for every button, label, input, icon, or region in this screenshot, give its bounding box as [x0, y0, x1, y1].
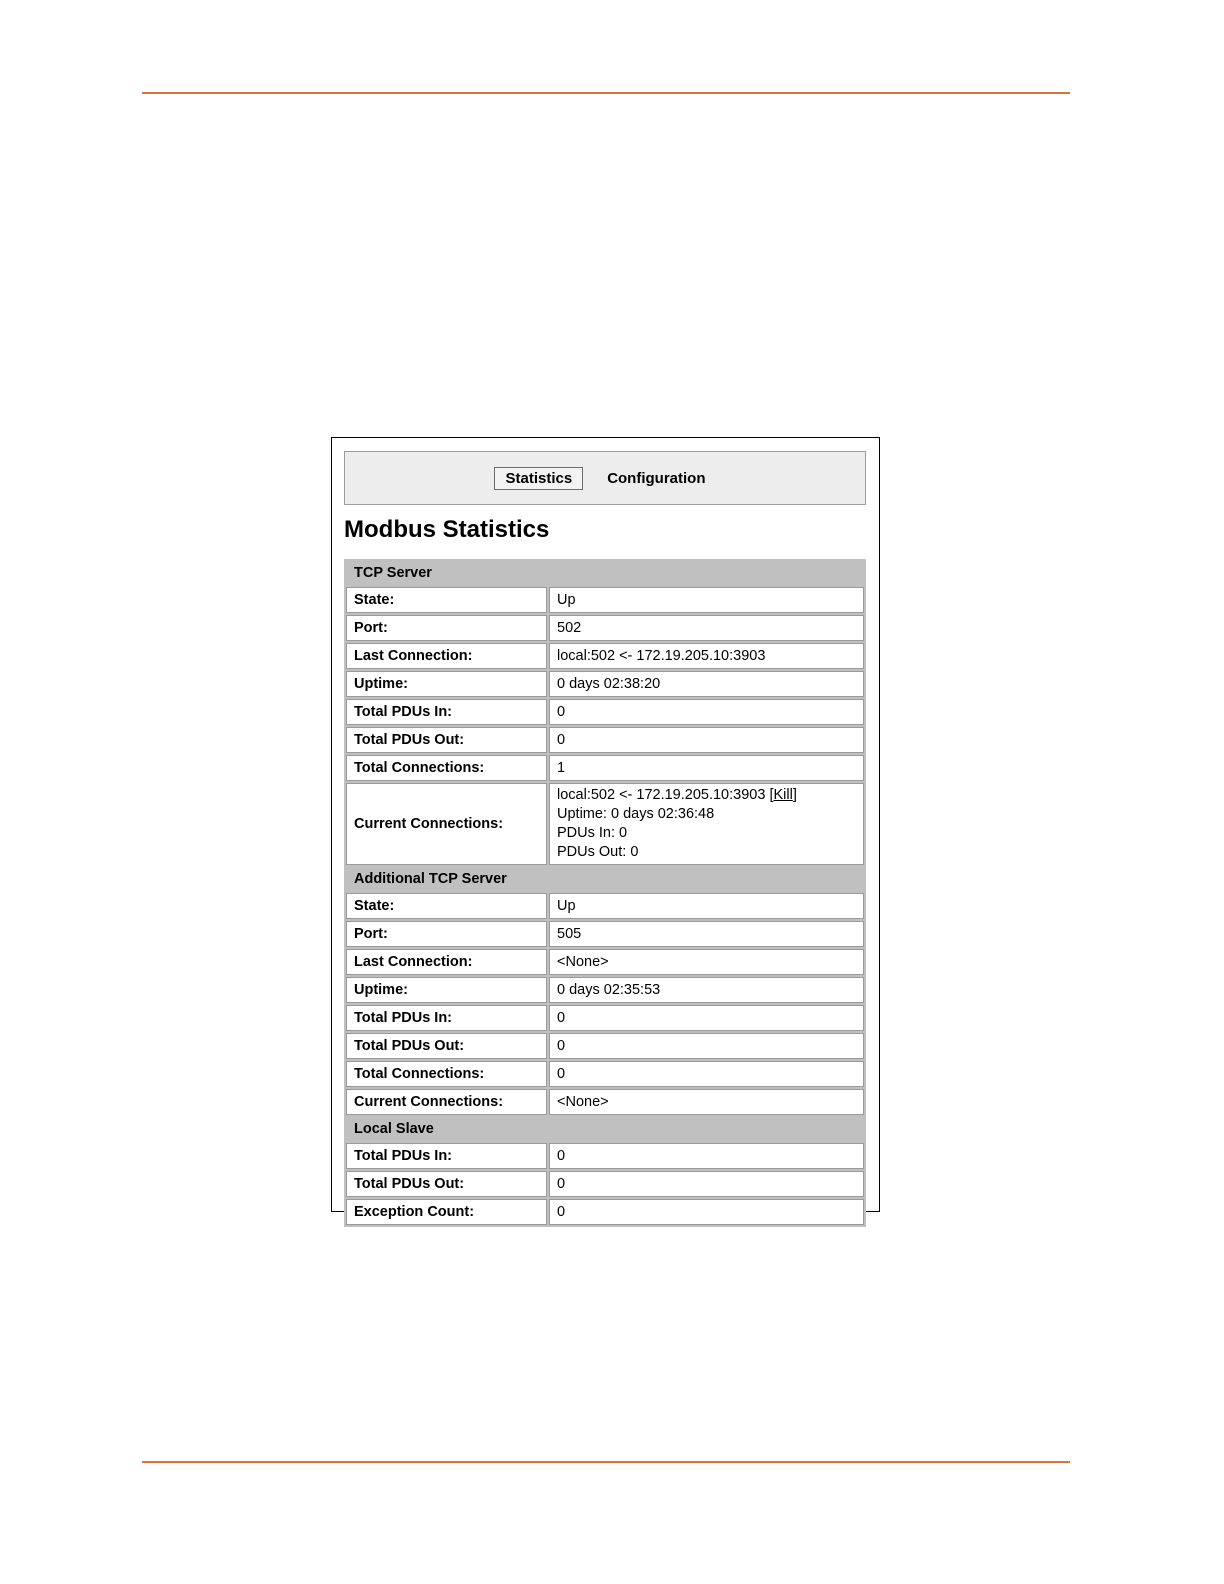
row-value: 0 days 02:38:20	[549, 671, 864, 697]
table-row	[346, 671, 864, 697]
row-label: Total PDUs Out:	[346, 1033, 547, 1059]
table-row	[346, 893, 864, 919]
row-label: Port:	[346, 921, 547, 947]
table-row	[346, 977, 864, 1003]
modbus-statistics-screenshot	[331, 437, 880, 1220]
row-label: Exception Count:	[346, 1199, 547, 1225]
row-label: Total PDUs Out:	[346, 1171, 547, 1197]
table-row-current-connections	[346, 783, 864, 865]
row-value: 0	[549, 1005, 864, 1031]
footer-rule	[142, 1461, 1070, 1463]
row-value: 505	[549, 921, 864, 947]
row-value: 0	[549, 727, 864, 753]
table-row	[346, 755, 864, 781]
table-row	[346, 921, 864, 947]
row-value: <None>	[549, 949, 864, 975]
row-value: 0	[549, 1033, 864, 1059]
row-value: Up	[549, 893, 864, 919]
row-label: Total PDUs Out:	[346, 727, 547, 753]
connection-pdus-out: PDUs Out: 0	[557, 844, 639, 860]
table-row	[346, 1033, 864, 1059]
section-header-local-slave	[346, 1117, 864, 1141]
table-row	[346, 699, 864, 725]
nav-bar	[344, 451, 866, 505]
row-label: Port:	[346, 615, 547, 641]
table-row	[346, 727, 864, 753]
row-label: State:	[346, 893, 547, 919]
table-row	[346, 1089, 864, 1115]
kill-connection-link[interactable]: Kill	[773, 787, 793, 803]
section-title: TCP Server	[346, 561, 864, 585]
kill-bracket-close: ]	[792, 787, 797, 803]
row-value: 0 days 02:35:53	[549, 977, 864, 1003]
table-row	[346, 949, 864, 975]
table-row	[346, 1199, 864, 1225]
header-rule	[142, 92, 1070, 94]
connection-address: local:502 <- 172.19.205.10:3903	[557, 787, 766, 803]
statistics-table	[344, 559, 866, 1227]
table-row	[346, 1005, 864, 1031]
row-label: Current Connections:	[346, 1089, 547, 1115]
row-label: Last Connection:	[346, 643, 547, 669]
table-row	[346, 587, 864, 613]
row-value: Up	[549, 587, 864, 613]
table-row	[346, 615, 864, 641]
row-label: Total Connections:	[346, 1061, 547, 1087]
row-value: 0	[549, 1061, 864, 1087]
row-label: Total PDUs In:	[346, 1005, 547, 1031]
row-label: Current Connections:	[346, 783, 547, 865]
row-value: 502	[549, 615, 864, 641]
connection-uptime: Uptime: 0 days 02:36:48	[557, 806, 715, 822]
row-label: Total PDUs In:	[346, 699, 547, 725]
table-row	[346, 1061, 864, 1087]
tab-configuration[interactable]: Configuration	[607, 469, 706, 487]
row-label: Uptime:	[346, 977, 547, 1003]
row-label: Total Connections:	[346, 755, 547, 781]
row-value: 0	[549, 1143, 864, 1169]
current-connections-detail	[549, 783, 864, 865]
connection-line	[557, 786, 856, 805]
kill-bracket-open: [	[769, 787, 774, 803]
row-value: 0	[549, 699, 864, 725]
row-label: Last Connection:	[346, 949, 547, 975]
table-row	[346, 643, 864, 669]
row-value: 0	[549, 1171, 864, 1197]
connection-pdus-in: PDUs In: 0	[557, 825, 628, 841]
section-header-additional-tcp-server	[346, 867, 864, 891]
row-value: local:502 <- 172.19.205.10:3903	[549, 643, 864, 669]
row-label: State:	[346, 587, 547, 613]
row-label: Total PDUs In:	[346, 1143, 547, 1169]
row-label: Uptime:	[346, 671, 547, 697]
table-row	[346, 1171, 864, 1197]
section-header-tcp-server	[346, 561, 864, 585]
row-value: 0	[549, 1199, 864, 1225]
page-title: Modbus Statistics	[344, 516, 550, 543]
tab-statistics[interactable]: Statistics	[494, 467, 583, 490]
row-value: <None>	[549, 1089, 864, 1115]
section-title: Local Slave	[346, 1117, 864, 1141]
table-row	[346, 1143, 864, 1169]
section-title: Additional TCP Server	[346, 867, 864, 891]
row-value: 1	[549, 755, 864, 781]
